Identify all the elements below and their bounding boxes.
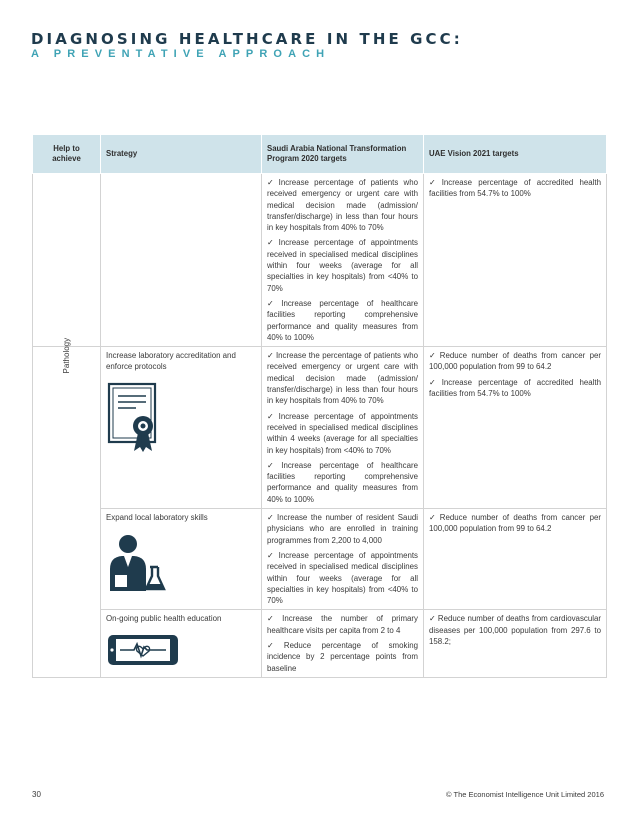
target-bullet: ✓ Increase percentage of appointments received in specialised medical disciplines within four weeks (average for all specialties in key hospitals) from <40% to 70% xyxy=(267,238,418,293)
table-row xyxy=(33,509,607,610)
uae-targets-cell xyxy=(424,610,607,677)
target-bullet: ✓ Increase percentage of appointments received in specialised medical disciplines within 4 weeks (average for all specialties in key hospitals) from <40% to 70% xyxy=(267,411,418,455)
tick-icon: ✓ xyxy=(267,640,282,650)
uae-targets-cell xyxy=(424,347,607,509)
tick-icon: ✓ xyxy=(429,377,440,387)
target-bullet: ✓ Reduce percentage of smoking incidence by 2 percentage points from baseline xyxy=(267,640,418,673)
target-bullet: ✓ Reduce number of deaths from cardiovascular diseases per 100,000 population from 297.6 to 158.2; xyxy=(429,614,601,646)
saudi-targets-cell xyxy=(262,610,424,677)
column-header-help: Help to achieve xyxy=(33,135,101,174)
uae-targets-cell xyxy=(424,174,607,347)
target-bullet: ✓ Increase percentage of healthcare facilities reporting comprehensive performance and quality measures from 40% to 100% xyxy=(267,460,418,504)
tick-icon: ✓ xyxy=(267,178,277,187)
target-bullet: ✓ Reduce number of deaths from cancer per 100,000 population from 99 to 64.2 xyxy=(429,513,601,534)
target-bullet: ✓ Increase percentage of accredited health facilities from 54.7% to 100% xyxy=(429,178,601,199)
strategy-label: On-going public health education xyxy=(106,614,222,624)
table-row xyxy=(33,174,607,347)
uae-targets-cell xyxy=(424,509,607,610)
target-bullet: ✓ Reduce number of deaths from cancer per 100,000 population from 99 to 64.2 xyxy=(429,351,601,372)
scientist-icon xyxy=(106,531,256,596)
table-row xyxy=(33,347,607,509)
target-bullet: ✓ Increase the percentage of patients who received emergency or urgent care with medical decision made (admission/ transfer/discharge) in less than four hours in key hospitals from 40% to 70% xyxy=(267,351,418,406)
tick-icon: ✓ xyxy=(267,513,276,523)
strategy-cell xyxy=(101,509,262,610)
help-cell-pathology xyxy=(33,338,101,678)
saudi-targets-cell xyxy=(262,509,424,610)
target-bullet: ✓ Increase the number of primary healthcare visits per capita from 2 to 4 xyxy=(267,614,418,635)
tick-icon: ✓ xyxy=(267,238,277,248)
certificate-icon xyxy=(106,381,256,456)
strategy-label: Expand local laboratory skills xyxy=(106,513,208,523)
table-header-row xyxy=(33,135,607,174)
tick-icon: ✓ xyxy=(267,298,280,308)
tick-icon: ✓ xyxy=(429,513,438,523)
column-header-strategy: Strategy xyxy=(101,135,262,174)
target-bullet: ✓ Increase percentage of appointments received in specialised medical disciplines within four weeks (average for all specialties in key hospitals) from <40% to 70% xyxy=(267,550,418,606)
pathology-label: Pathology xyxy=(61,338,71,374)
help-cell-blank xyxy=(33,174,101,347)
saudi-targets-cell xyxy=(262,347,424,509)
tick-icon: ✓ xyxy=(429,351,438,361)
tick-icon: ✓ xyxy=(267,550,277,560)
page-number: 30 xyxy=(32,790,41,799)
tick-icon: ✓ xyxy=(267,351,274,361)
report-title: DIAGNOSING HEALTHCARE IN THE GCC: xyxy=(31,30,463,48)
strategy-cell xyxy=(101,610,262,677)
target-bullet: ✓ Increase percentage of accredited health facilities from 54.7% to 100% xyxy=(429,377,601,399)
saudi-targets-cell xyxy=(262,174,424,347)
table-row xyxy=(33,610,607,677)
column-header-saudi: Saudi Arabia National Transformation Program 2020 targets xyxy=(262,135,424,174)
strategy-cell xyxy=(101,347,262,509)
tablet-heartbeat-icon xyxy=(106,633,256,670)
strategy-targets-table xyxy=(32,134,607,678)
target-bullet: ✓ Increase the number of resident Saudi physicians who are enrolled in training programmes from 2,200 to 4,000 xyxy=(267,513,418,545)
report-subtitle: A PREVENTATIVE APPROACH xyxy=(31,48,331,60)
target-bullet: ✓ Increase percentage of patients who received emergency or urgent care with medical decision made (admission/ transfer/discharge) in less than four hours in key hospitals from 40% to 70% xyxy=(267,178,418,233)
strategy-label: Increase laboratory accreditation and enforce protocols xyxy=(106,351,236,372)
strategy-cell xyxy=(101,174,262,347)
target-bullet: ✓ Increase percentage of healthcare facilities reporting comprehensive performance and quality measures from 40% to 100% xyxy=(267,298,418,342)
tick-icon: ✓ xyxy=(267,614,281,624)
column-header-uae: UAE Vision 2021 targets xyxy=(424,135,607,174)
tick-icon: ✓ xyxy=(267,411,277,421)
copyright-notice: © The Economist Intelligence Unit Limited 2016 xyxy=(446,790,604,799)
tick-icon: ✓ xyxy=(429,614,436,624)
tick-icon: ✓ xyxy=(267,460,280,470)
tick-icon: ✓ xyxy=(429,178,440,187)
